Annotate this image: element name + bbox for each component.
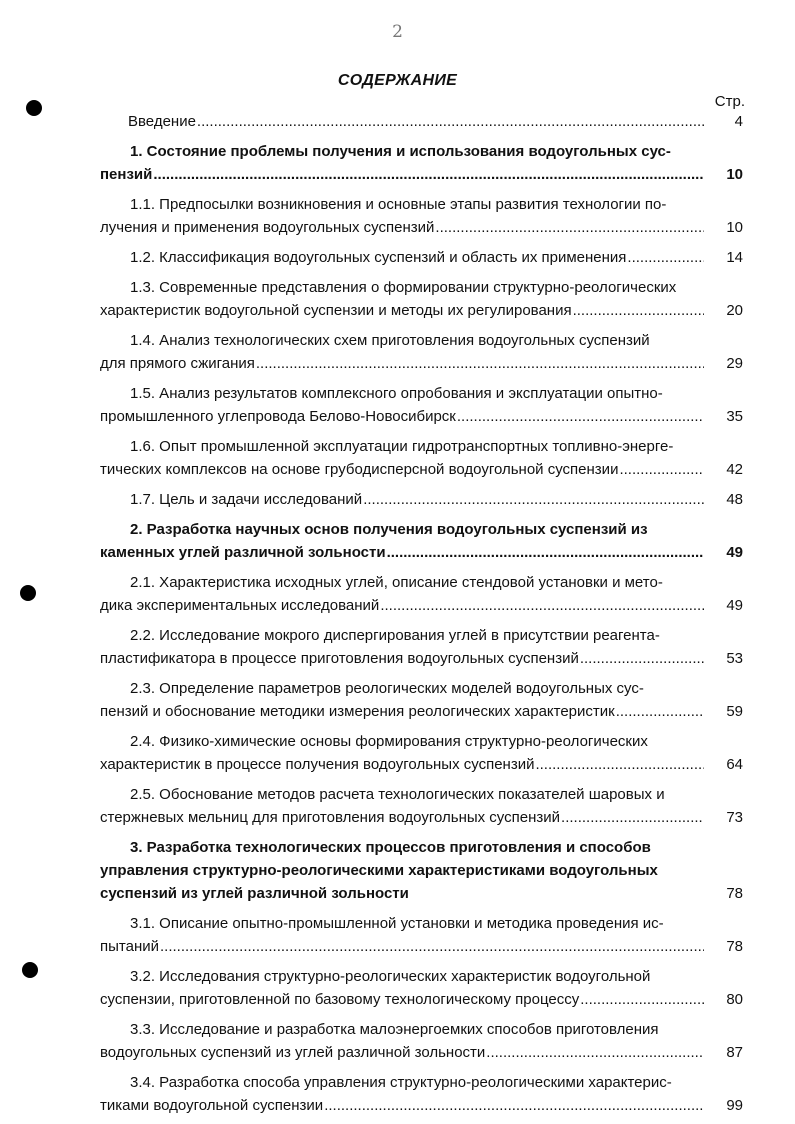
toc-entry-title-cont: характеристик водоугольной суспензии и методы их регулирования (100, 302, 572, 319)
toc-entry-page: 42 (726, 461, 743, 478)
leader-dots (619, 458, 704, 481)
toc-entry-page: 4 (734, 113, 743, 130)
leader-dots (256, 352, 704, 375)
toc-entry-page: 48 (726, 491, 743, 508)
toc-entry-page: 64 (726, 756, 743, 773)
toc-entry-title: 2.5. Обоснование методов расчета технологических показателей шаровых и (130, 786, 665, 803)
toc-entry-title: 3. Разработка технологических процессов приготовления и способов (130, 839, 651, 856)
toc-entry-page: 20 (726, 302, 743, 319)
leader-dots (435, 216, 704, 239)
leader-dots (387, 541, 704, 564)
leader-dots (160, 935, 704, 958)
toc-entry-title-cont: суспензии, приготовленной по базовому технологическому процессу (100, 991, 580, 1008)
toc-entry-page: 78 (726, 885, 743, 902)
toc-entry-title: 3.4. Разработка способа управления структурно-реологическими характерис- (130, 1074, 672, 1091)
toc-chapter-3[interactable] (100, 836, 745, 905)
toc-section-2-4[interactable] (100, 730, 745, 776)
leader-dots (457, 405, 704, 428)
page-column-label: Стр. (714, 93, 745, 110)
toc-section-2-5[interactable] (100, 783, 745, 829)
toc-entry-title-cont: характеристик в процессе получения водоугольных суспензий (100, 756, 535, 773)
toc-chapter-1[interactable] (100, 140, 745, 186)
toc-section-1-3[interactable] (100, 276, 745, 322)
page-number: 2 (392, 22, 403, 42)
leader-dots (580, 988, 704, 1011)
leader-dots (627, 246, 704, 269)
leader-dots (363, 488, 704, 511)
toc-entry-title: 3.1. Описание опытно-промышленной установки и методика проведения ис- (130, 915, 664, 932)
toc-entry-title: 1.7. Цель и задачи исследований (130, 491, 363, 508)
toc-entry-title-cont: стержневых мельниц для приготовления водоугольных суспензий (100, 809, 561, 826)
toc-entry-title: 2. Разработка научных основ получения водоугольных суспензий из (130, 521, 648, 538)
page-title: СОДЕРЖАНИЕ (337, 72, 458, 89)
toc-entry-page: 35 (726, 408, 743, 425)
toc-entry-title: 2.3. Определение параметров реологических моделей водоугольных сус- (130, 680, 644, 697)
toc-entry-page: 80 (726, 991, 743, 1008)
toc-entry-title-cont: тических комплексов на основе грубодисперсной водоугольной суспензии (100, 461, 619, 478)
toc-entry-title: 3.3. Исследование и разработка малоэнергоемких способов приготовления (130, 1021, 659, 1038)
binder-hole-mark (26, 100, 42, 116)
toc-entry-title: 1.5. Анализ результатов комплексного опробования и эксплуатации опытно- (130, 385, 663, 402)
toc-entry-title: Введение (128, 113, 196, 130)
toc-entry-page: 99 (726, 1097, 743, 1114)
leader-dots (561, 806, 704, 829)
leader-dots (197, 110, 704, 133)
toc-entry-title-cont: пензий и обоснование методики измерения реологических характеристик (100, 703, 615, 720)
binder-hole-mark (22, 962, 38, 978)
toc-entry-page: 73 (726, 809, 743, 826)
toc-entry-title-cont: пытаний (100, 938, 159, 955)
toc-section-3-3[interactable] (100, 1018, 745, 1064)
toc-entry-page: 53 (726, 650, 743, 667)
toc-section-3-1[interactable] (100, 912, 745, 958)
toc-entry-page: 49 (726, 597, 743, 614)
toc-section-1-1[interactable] (100, 193, 745, 239)
toc-entry-title: 2.2. Исследование мокрого диспергирования углей в присутствии реагента- (130, 627, 660, 644)
toc-entry-title: 1.3. Современные представления о формировании структурно-реологических (130, 279, 677, 296)
toc-entry-title-cont: пластификатора в процессе приготовления водоугольных суспензий (100, 650, 579, 667)
toc-entry-page: 14 (726, 249, 743, 266)
leader-dots (535, 753, 704, 776)
toc-section-1-7[interactable] (100, 488, 745, 511)
toc-entry-title-cont: промышленного углепровода Белово-Новосибирск (100, 408, 456, 425)
toc-entry-title: 1. Состояние проблемы получения и использования водоугольных сус- (130, 143, 671, 160)
toc-entry-title: 3.2. Исследования структурно-реологических характеристик водоугольной (130, 968, 651, 985)
toc-entry-page: 87 (726, 1044, 743, 1061)
toc-entry-page: 49 (726, 544, 743, 561)
leader-dots (573, 299, 704, 322)
toc-entry-title-cont: пензий (100, 166, 153, 183)
toc-entry-page: 78 (726, 938, 743, 955)
toc-entry-title: 1.6. Опыт промышленной эксплуатации гидротранспортных топливно-энерге- (130, 438, 674, 455)
toc-entry-intro[interactable] (100, 110, 745, 133)
toc-section-2-2[interactable] (100, 624, 745, 670)
toc-section-1-5[interactable] (100, 382, 745, 428)
toc-entry-page: 10 (726, 219, 743, 236)
toc-entry-title: 1.4. Анализ технологических схем приготовления водоугольных суспензий (130, 332, 650, 349)
toc-entry-page: 29 (726, 355, 743, 372)
toc-section-3-2[interactable] (100, 965, 745, 1011)
leader-dots (486, 1041, 704, 1064)
toc-section-3-4[interactable] (100, 1071, 745, 1117)
toc-entry-title-cont: для прямого сжигания (100, 355, 255, 372)
toc-section-1-4[interactable] (100, 329, 745, 375)
toc-entry-title: 1.2. Классификация водоугольных суспензий и область их применения (130, 249, 627, 266)
toc-entry-title-cont: лучения и применения водоугольных суспензий (100, 219, 435, 236)
toc-entry-page: 59 (726, 703, 743, 720)
toc-entry-title-cont: суспензий из углей различной зольности (100, 885, 409, 902)
binder-hole-mark (20, 585, 36, 601)
toc-entry-title: 2.4. Физико-химические основы формирования структурно-реологических (130, 733, 648, 750)
toc-entry-page: 10 (726, 166, 743, 183)
toc-entry-title-cont: дика экспериментальных исследований (100, 597, 380, 614)
toc-entry-title-mid: управления структурно-реологическими характеристиками водоугольных (100, 862, 658, 879)
toc-entry-title-cont: каменных углей различной зольности (100, 544, 386, 561)
leader-dots (380, 594, 704, 617)
leader-dots (153, 163, 704, 186)
toc-section-1-6[interactable] (100, 435, 745, 481)
table-of-contents (100, 110, 745, 1124)
leader-dots (616, 700, 704, 723)
leader-dots (324, 1094, 704, 1117)
toc-section-1-2[interactable] (100, 246, 745, 269)
toc-entry-title: 2.1. Характеристика исходных углей, описание стендовой установки и мето- (130, 574, 663, 591)
toc-chapter-2[interactable] (100, 518, 745, 564)
leader-dots (580, 647, 704, 670)
toc-section-2-1[interactable] (100, 571, 745, 617)
toc-entry-title-cont: тиками водоугольной суспензии (100, 1097, 324, 1114)
toc-entry-title: 1.1. Предпосылки возникновения и основные этапы развития технологии по- (130, 196, 667, 213)
toc-section-2-3[interactable] (100, 677, 745, 723)
toc-entry-title-cont: водоугольных суспензий из углей различной зольности (100, 1044, 486, 1061)
